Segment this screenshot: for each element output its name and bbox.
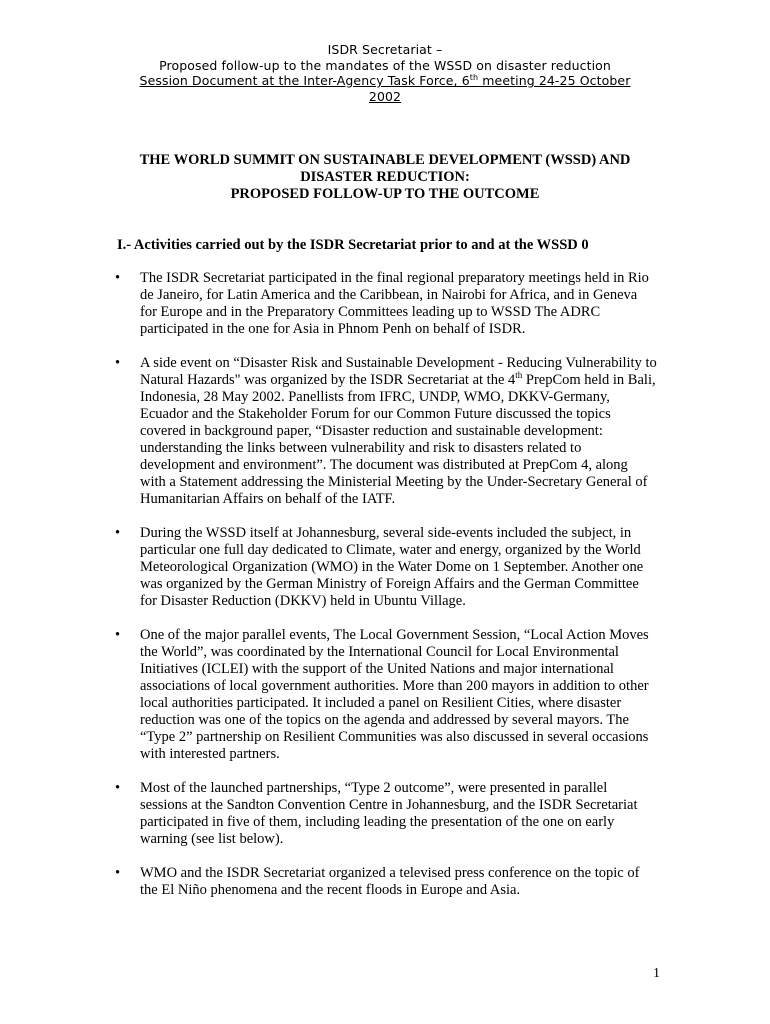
header-line-1: ISDR Secretariat – (327, 42, 443, 57)
bullet-glyph: • (115, 780, 121, 796)
bullet-item (112, 525, 657, 610)
header-line-3-pre: Session Document at the Inter-Agency Task Force, 6 (139, 73, 470, 88)
section-heading: I.- Activities carried out by the ISDR Secretariat prior to and at the WSSD 0 (117, 237, 589, 253)
title-line-1: THE WORLD SUMMIT ON SUSTAINABLE DEVELOPMENT (WSSD) AND (139, 152, 631, 168)
document-header (110, 42, 660, 104)
bullet-text: Most of the launched partnerships, “Type 2 outcome”, were presented in parallel sessions at the Sandton Convention Centre in Johannesburg, and the ISDR Secretariat participated in five of them, including leading the presentation of the one on early warning (see list below). (140, 780, 638, 847)
header-line-3 (110, 73, 660, 89)
bullet-item (112, 865, 657, 899)
header-line-3-sup: th (469, 72, 479, 82)
bullet-list (112, 270, 657, 916)
header-line-4: 2002 (368, 88, 402, 104)
bullet-glyph: • (115, 270, 121, 286)
bullet-text: WMO and the ISDR Secretariat organized a televised press conference on the topic of the El Niño phenomena and the recent floods in Europe and Asia. (140, 865, 640, 898)
bullet-item (112, 270, 657, 338)
bullet-item (112, 355, 657, 508)
bullet-glyph: • (115, 627, 121, 643)
page-number: 1 (653, 966, 660, 981)
bullet-text: During the WSSD itself at Johannesburg, several side-events included the subject, in particular one full day dedicated to Climate, water and energy, organized by the World Meteorological Organization (WMO) in the Water Dome on 1 September. Another one was organized by the German Ministry of Foreign Affairs and the German Committee for Disaster Reduction (DKKV) held in Ubuntu Village. (140, 525, 644, 609)
title-line-2: DISASTER REDUCTION: (300, 169, 470, 185)
header-line-3-post: meeting 24-25 October (478, 73, 631, 88)
header-line-2: Proposed follow-up to the mandates of the WSSD on disaster reduction (159, 57, 611, 73)
title-line-3: PROPOSED FOLLOW-UP TO THE OUTCOME (230, 186, 540, 202)
bullet-text: The ISDR Secretariat participated in the final regional preparatory meetings held in Rio de Janeiro, for Latin America and the Caribbean, in Nairobi for Africa, and in Geneva for Europe and in the Preparatory Committees leading up to WSSD The ADRC participated in the one for Asia in Phnom Penh on behalf of ISDR. (140, 270, 649, 337)
bullet-text: One of the major parallel events, The Local Government Session, “Local Action Moves the World”, was coordinated by the International Council for Local Environmental Initiatives (ICLEI) with the support of the United Nations and major international associations of local government authorities. More than 200 mayors in addition to other local authorities participated. It included a panel on Resilient Cities, where disaster reduction was one of the topics on the agenda and addressed by several mayors. The “Type 2” partnership on Resilient Communities was also discussed in several occasions with interested partners. (140, 627, 649, 762)
bullet-text-post: PrepCom held in Bali, Indonesia, 28 May 2002. Panellists from IFRC, UNDP, WMO, DKKV-Germany, Ecuador and the Stakeholder Forum for our Common Future discussed the topics covered in background paper, “Disaster reduction and sustainable development: understanding the links between vulnerability and risk to disasters related to development and environment”. The document was distributed at PrepCom 4, along with a Statement addressing the Ministerial Meeting by the Under-Secretary General of Humanitarian Affairs on behalf of the IATF. (140, 372, 656, 507)
bullet-item (112, 627, 657, 763)
bullet-text (140, 355, 657, 508)
bullet-glyph: • (115, 355, 121, 371)
document-title (110, 152, 660, 203)
bullet-text-pre: A side event on “Disaster Risk and Sustainable Development - Reducing Vulnerability to Natural Hazards" was organized by the ISDR Secretariat at the 4 (140, 355, 657, 388)
bullet-text-sup: th (515, 370, 523, 381)
bullet-glyph: • (115, 865, 121, 881)
bullet-item (112, 780, 657, 848)
bullet-glyph: • (115, 525, 121, 541)
